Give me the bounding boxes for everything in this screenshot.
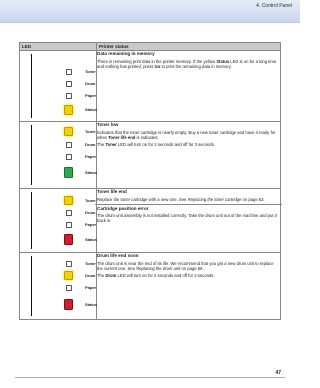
toner-led-yellow-icon (64, 196, 73, 205)
footer-rule (15, 377, 285, 378)
status-led-red-icon (64, 299, 73, 310)
led-panel-cell (20, 51, 97, 122)
status-description (97, 189, 281, 253)
drum-led-icon (66, 210, 72, 216)
table-row (20, 122, 281, 189)
drum-led-icon (66, 81, 72, 87)
section-title: 4. Control Panel (256, 3, 292, 9)
paper-led-icon (66, 222, 72, 228)
toner-led-icon (66, 69, 72, 75)
inner-divider (95, 204, 282, 205)
led-panel: Toner Drum Paper Status (20, 189, 97, 252)
panel-line (31, 256, 32, 316)
status-text: The Drum LED will turn on for 2 seconds and off for 3 seconds. (97, 272, 215, 278)
table-row (20, 51, 281, 122)
led-panel: Toner Drum Paper Status (20, 51, 97, 121)
status-text: The drum unit assembly is not installed correctly. Take the drum unit out of the machine and put it back in. (97, 213, 277, 224)
led-panel: Toner Drum Paper Status (20, 122, 97, 188)
toner-led-yellow-icon (64, 127, 73, 136)
led-panel-cell (20, 189, 97, 253)
page-number: 47 (275, 370, 281, 376)
status-led-red-icon (64, 234, 73, 245)
table-row (20, 189, 281, 253)
paper-led-icon (66, 93, 72, 99)
status-led-green-icon (64, 167, 73, 178)
led-status-table (19, 42, 281, 320)
status-text: The Toner LED will turn on for 2 seconds and off for 3 seconds. (97, 141, 215, 147)
status-title: Toner low (97, 122, 119, 127)
status-text: The drum unit is near the end of its life. We recommend that you get a new drum unit to replace the current one. See Replacing the drum unit on page 68. (97, 260, 274, 271)
col-header-led: LED (20, 43, 97, 51)
status-title: Data remaining in memory (97, 51, 155, 56)
toner-led-icon (66, 261, 72, 267)
col-header-status: Printer status (97, 43, 281, 51)
led-panel-cell (20, 122, 97, 189)
status-description (97, 122, 281, 189)
paper-led-icon (66, 154, 72, 160)
header-band (0, 0, 300, 23)
drum-led-yellow-icon (64, 271, 73, 280)
paper-led-icon (66, 285, 72, 291)
table-row (20, 253, 281, 320)
status-description (97, 253, 281, 320)
status-title: Toner life end (97, 189, 127, 194)
panel-line (31, 54, 32, 118)
status-title: Drum life end soon (97, 253, 139, 258)
drum-led-icon (66, 142, 72, 148)
status-text: There is remaining print data in the printer memory. If the yellow Status LED is on for a long time and nothing has printed, press Go to print the remaining data in memory. (97, 58, 277, 69)
status-text: Replace the toner cartridge with a new one. See Replacing the toner cartridge on page 63. (97, 196, 265, 202)
led-panel-cell (20, 253, 97, 320)
panel-line (31, 192, 32, 249)
panel-line (31, 125, 32, 185)
led-panel: Toner Drum Paper Status (20, 253, 97, 319)
status-title: Cartridge position error (97, 205, 149, 211)
status-text: Indicates that the toner cartridge is nearly empty. Buy a new toner cartridge and have it ready for when Toner life end is indicated. (97, 129, 276, 140)
status-description (97, 51, 281, 122)
table-header-row (20, 43, 281, 51)
status-led-yellow-icon (64, 105, 73, 115)
